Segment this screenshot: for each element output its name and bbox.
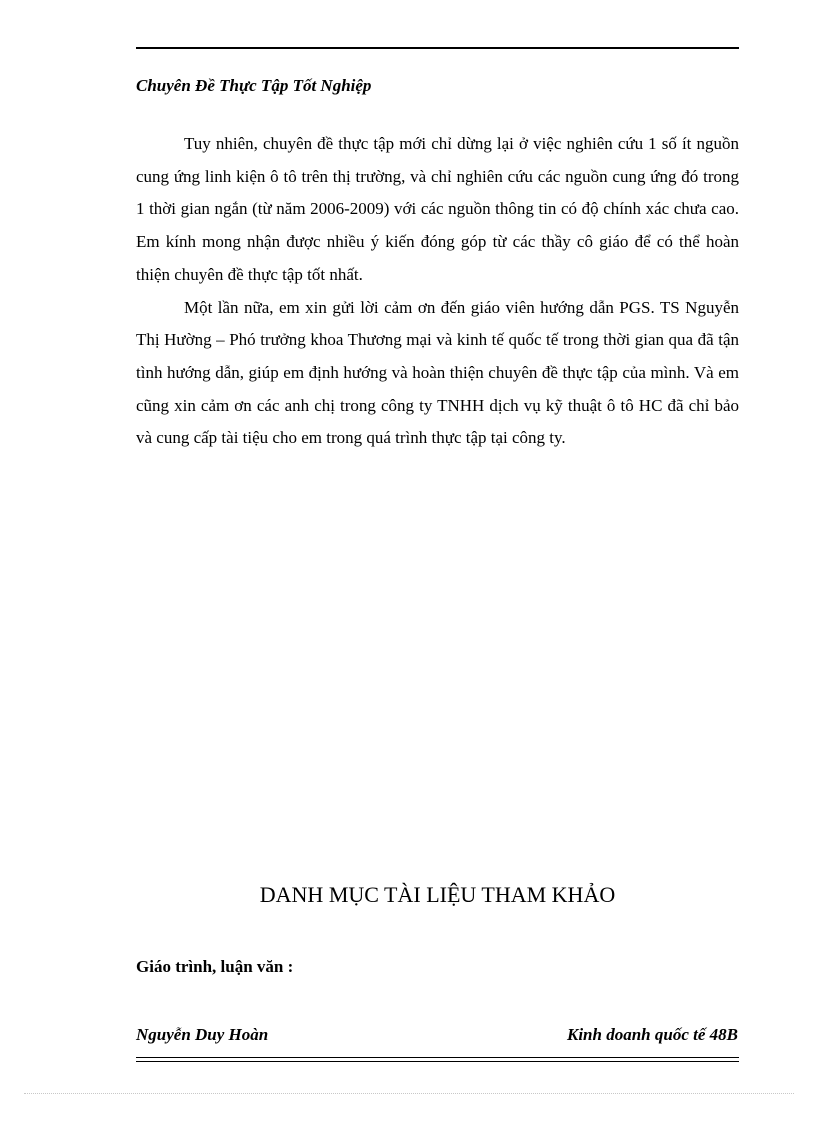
page-boundary — [24, 1093, 794, 1094]
footer-author: Nguyễn Duy Hoàn — [136, 1025, 269, 1044]
paragraph-acknowledgements: Một lần nữa, em xin gửi lời cảm ơn đến giáo viên hướng dẫn PGS. TS Nguyễn Thị Hường – Phó trưởng khoa Thương mại và kinh tế quốc tế trong thời gian qua đã tận tình hướng dẫn, giúp em định hướng và hoàn thiện chuyên đề thực tập của mình. Và em cũng xin cảm ơn các anh chị trong công ty TNHH dịch vụ kỹ thuật ô tô HC đã chỉ bảo và cung cấp tài tiệu cho em trong quá trình thực tập tại công ty. — [136, 297, 739, 448]
references-heading: DANH MỤC TÀI LIỆU THAM KHẢO — [259, 882, 616, 907]
body-text — [136, 128, 739, 455]
references-subheading: Giáo trình, luận văn : — [136, 957, 294, 976]
header-rule — [136, 47, 739, 49]
document-header-title: Chuyên Đề Thực Tập Tốt Nghiệp — [136, 76, 372, 95]
footer-class: Kinh doanh quốc tế 48B — [567, 1025, 738, 1044]
footer-rule — [136, 1057, 739, 1062]
paragraph-limitations: Tuy nhiên, chuyên đề thực tập mới chỉ dừng lại ở việc nghiên cứu 1 số ít nguồn cung ứng linh kiện ô tô trên thị trường, và chỉ nghiên cứu các nguồn cung ứng đó trong 1 thời gian ngắn (từ năm 2006-2009) với các nguồn thông tin có độ chính xác chưa cao. Em kính mong nhận được nhiều ý kiến đóng góp từ các thầy cô giáo để có thể hoàn thiện chuyên đề thực tập tốt nhất. — [136, 134, 739, 284]
